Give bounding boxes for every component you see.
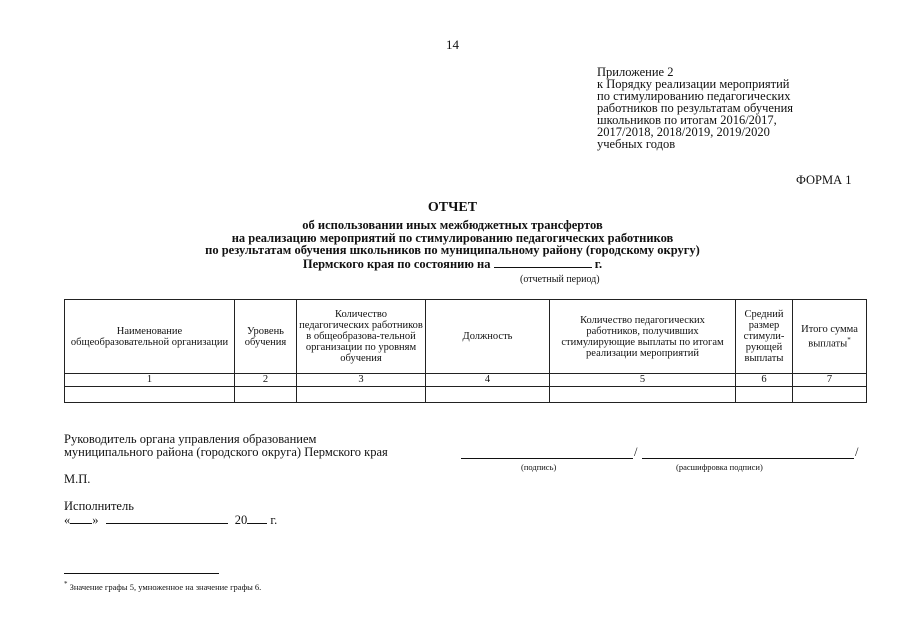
signature-decode-field [642,458,854,459]
footnote [64,580,261,592]
subtitle-line4-end: г. [594,256,603,271]
month-field [106,513,228,524]
appendix-block [597,66,793,150]
footnote-divider [64,573,219,574]
signature-line1: Руководитель органа управления образованием [64,432,317,446]
subtitle-line: об использовании иных межбюджетных трансфертов [302,218,603,232]
appendix-line: учебных годов [597,137,676,151]
executor-date [64,513,277,527]
day-field [70,513,92,524]
quote-close: » [92,513,99,527]
header-cell: Количество педагогических работников, получивших стимулирующие выплаты по итогам реализации мероприятий [550,300,736,374]
appendix-line: Приложение 2 [597,65,674,79]
period-caption: (отчетный период) [520,274,600,285]
footnote-text: Значение графы 5, умноженное на значение графы 6. [69,581,262,592]
signature-caption: (подпись) [521,462,557,472]
quote-open: « [64,513,71,527]
page-number: 14 [446,37,459,52]
stamp-label: М.П. [64,472,91,486]
header-cell: Количество педагогических работников в общеобразова-тельной организации по уровням обучения [297,300,426,374]
table-row [65,387,867,403]
subtitle-line: по результатам обучения школьников по муниципальному району (городскому округу) [205,243,700,257]
appendix-line: по стимулированию педагогических [597,89,791,103]
year-prefix: 20 [234,513,248,527]
column-number: 3 [297,374,426,387]
subtitle-line: на реализацию мероприятий по стимулированию педагогических работников [231,230,674,245]
column-number: 1 [65,374,235,387]
table-cell [235,387,297,403]
table-header-row [65,300,867,374]
table-cell [297,387,426,403]
signature-slash: / [634,445,638,459]
signature-slash-end: / [855,445,859,459]
footnote-mark: * [64,580,68,588]
column-number: 2 [235,374,297,387]
document-subtitle [0,219,905,270]
column-number: 6 [736,374,793,387]
header-cell: Должность [426,300,550,374]
header-cell: Средний размер стимули-рующей выплаты [736,300,793,374]
document-title: ОТЧЕТ [427,200,478,215]
table-cell [550,387,736,403]
report-table [64,299,867,403]
table-cell [426,387,550,403]
executor-label: Исполнитель [64,499,134,513]
appendix-line: работников по результатам обучения [597,101,794,115]
signature-decode-caption: (расшифровка подписи) [676,462,763,472]
column-number: 7 [793,374,867,387]
appendix-line: к Порядку реализации мероприятий [597,77,790,91]
subtitle-line [0,257,905,271]
footnote-mark: * [847,335,851,344]
period-blank-field [494,257,592,268]
table-cell [793,387,867,403]
column-number: 5 [550,374,736,387]
appendix-line: школьников по итогам 2016/2017, [597,113,777,127]
header-cell: Уровень обучения [235,300,297,374]
year-field [247,513,267,524]
column-number: 4 [426,374,550,387]
signature-field [461,458,633,459]
table-cell [736,387,793,403]
appendix-line: 2017/2018, 2018/2019, 2019/2020 [597,125,770,139]
table-cell [65,387,235,403]
header-cell: Наименование общеобразовательной организации [65,300,235,374]
form-label: ФОРМА 1 [796,173,852,187]
header-cell-text: Итого сумма выплаты [801,323,858,350]
header-cell [793,300,867,374]
year-suffix: г. [270,513,278,527]
table-number-row [65,374,867,387]
subtitle-line4-start: Пермского края по состоянию на [302,256,491,271]
signature-line2: муниципального района (городского округа) Пермского края [64,445,388,459]
